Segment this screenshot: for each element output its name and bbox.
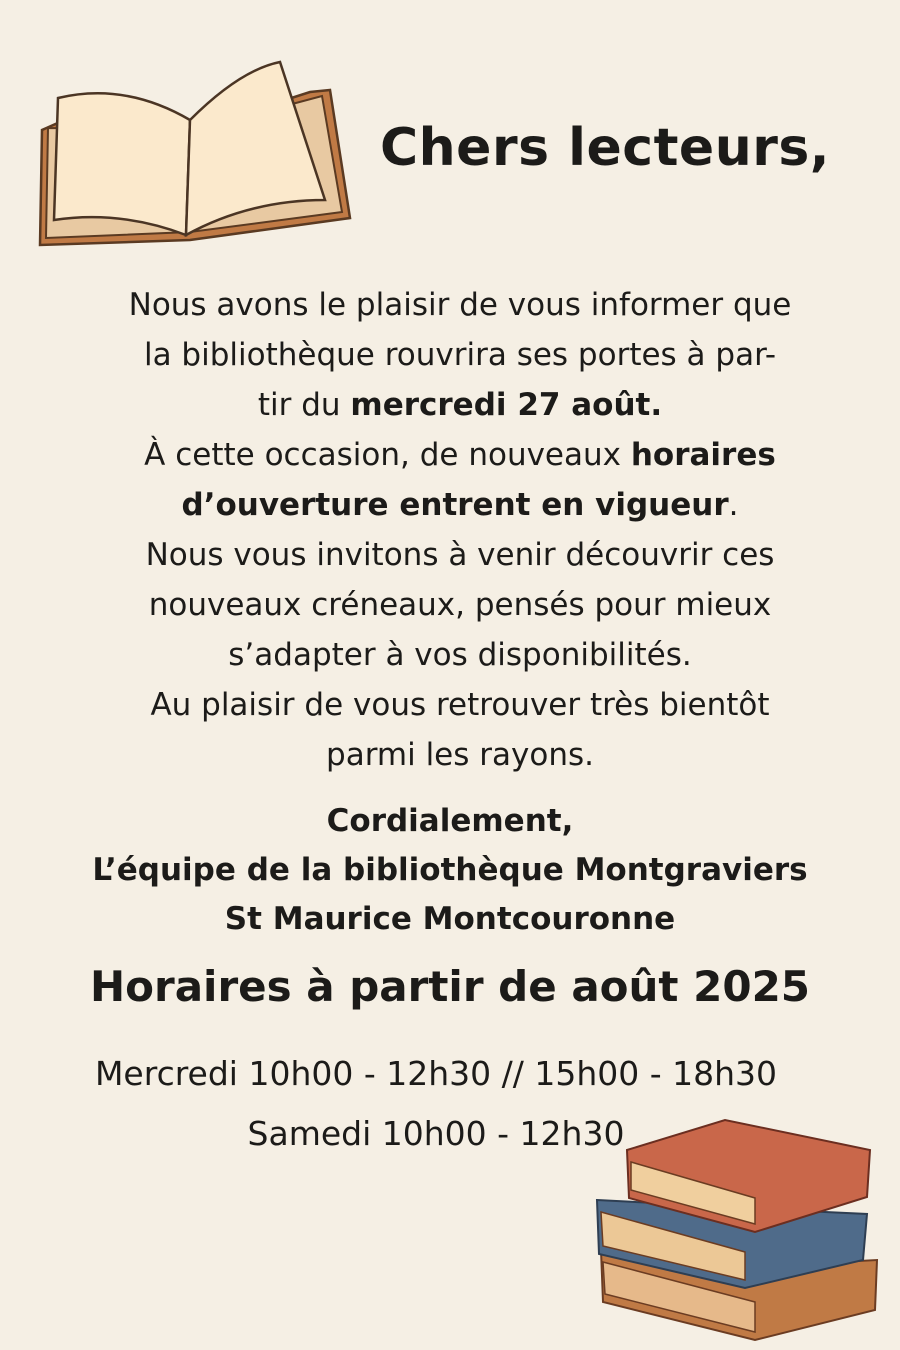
signature-block	[40, 797, 860, 944]
letter-body	[60, 280, 860, 780]
schedule-row-saturday: Samedi 10h00 - 12h30	[247, 1114, 625, 1153]
letter-line	[60, 380, 860, 430]
letter-line	[60, 580, 860, 630]
letter-text: tir du	[257, 387, 351, 423]
letter-line	[60, 280, 860, 330]
signature-line-1: L’équipe de la bibliothèque Montgraviers	[92, 852, 808, 888]
letter-bold-text: mercredi 27 août.	[350, 387, 663, 423]
letter-text: .	[728, 487, 739, 523]
schedule-title: Horaires à partir de août 2025	[89, 962, 811, 1011]
greeting-title: Chers lecteurs,	[380, 118, 831, 178]
letter-line	[60, 330, 860, 380]
letter-bold-text: horaires	[630, 437, 776, 473]
letter-line	[60, 730, 860, 780]
open-book-icon	[30, 50, 360, 270]
letter-line	[60, 630, 860, 680]
letter-text: À cette occasion, de nouveaux	[144, 437, 631, 473]
signature-line-2: St Maurice Montcouronne	[224, 901, 676, 937]
letter-text: Nous avons le plaisir de vous informer que	[128, 287, 792, 323]
letter-bold-text: d’ouverture entrent en vigueur	[181, 487, 729, 523]
closing-text: Cordialement,	[326, 803, 574, 839]
letter-text: parmi les rayons.	[326, 737, 594, 773]
letter-line	[60, 680, 860, 730]
letter-line	[60, 480, 860, 530]
letter-line	[60, 530, 860, 580]
book-stack-icon	[585, 1112, 885, 1347]
letter-text: Nous vous invitons à venir découvrir ces	[145, 537, 775, 573]
letter-text: nouveaux créneaux, pensés pour mieux	[148, 587, 772, 623]
letter-text: la bibliothèque rouvrira ses portes à par-	[143, 337, 777, 373]
letter-text: s’adapter à vos disponibilités.	[228, 637, 692, 673]
schedule-row-wednesday: Mercredi 10h00 - 12h30 // 15h00 - 18h30	[94, 1054, 778, 1093]
letter-text: Au plaisir de vous retrouver très bientôt	[150, 687, 770, 723]
letter-line	[60, 430, 860, 480]
